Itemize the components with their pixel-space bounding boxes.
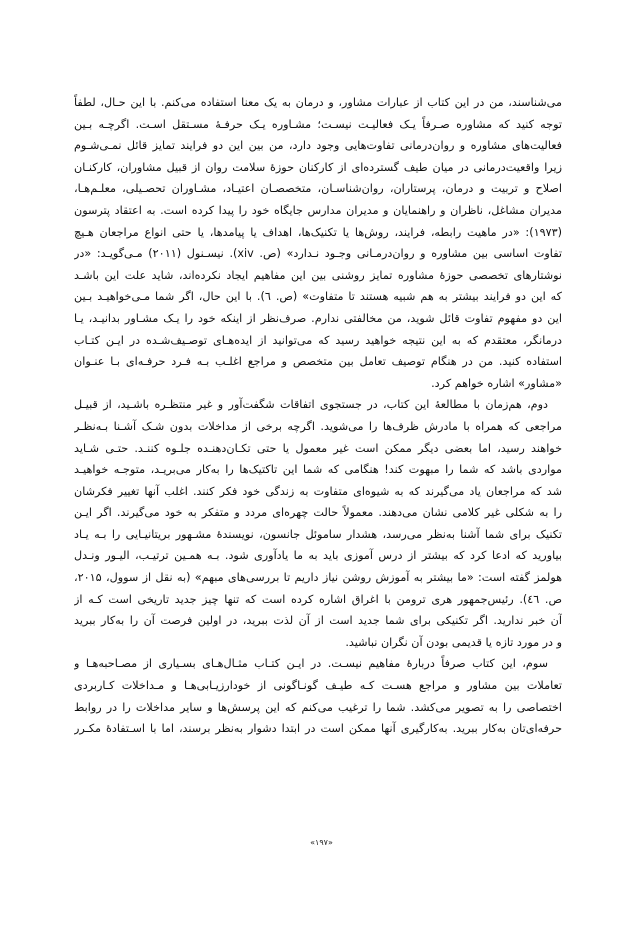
paragraph-2	[74, 394, 562, 653]
text-line: تعاملات بین مشاور و مراجع هسـت کـه طیـف گونـاگونی از خودارزیـابی‌هـا و مـداخلات کـاربردی	[74, 679, 562, 693]
text-line: و در مورد تازه یا قدیمی بودن آن نگران نباشید.	[345, 635, 562, 649]
text-line: استفاده کنید. من در هنگام توصیف تعامل بین متخصص و مراجع اغلـب بـه فـرد حرفـه‌ای بـا عنـوان	[74, 355, 562, 369]
text-line: اصلاح و تربیت و درمان، پرستاران، روان‌شناسـان، متخصصـان اعتیـاد، مشـاوران تحصـیلی، معلـم‌هـا،	[74, 182, 562, 196]
text-line: دوم، هم‌زمان با مطالعۀ این کتاب، در جستجوی اتفاقات شگفت‌آور و غیر منتظـره باشـید، از قبیـل	[74, 398, 548, 412]
text-line: تفاوت اساسی بین مشاوره و روان‌درمـانی وجـود نـدارد» (ص. xiv). نیسـنول (۲۰۱۱) مـی‌گویـد: «در	[74, 247, 562, 261]
text-line: ص. ٤٦). رئیس‌جمهور هری ترومن با اغراق اشاره کرده است که تنها چیز جدید تاریخی است کـه از	[74, 592, 562, 606]
text-line: را به شکلی غیر کلامی نشان می‌دهند. معمولاً حالت چهره‌ای مردد و متفکر به خود می‌گیرند. اگر ایـن	[74, 506, 562, 520]
paragraph-1	[74, 92, 562, 394]
text-line: خواهند رسید، اما بعضی دیگر ممکن است غیر معمول یا حتی تکـان‌دهنـده جلـوه کننـد. حتـی شـاید	[74, 441, 562, 455]
text-line: اختصاصی را به تصویر می‌کشد. شما را ترغیب می‌کنم که این پرسش‌ها و سایر مداخلات را در روابط	[74, 700, 562, 714]
text-line: بیاورید که ادعا کرد که بیشتر از درس آموزی باید به ما یادآوری شود. بـه همـین ترتیـب، الیـور ونـدل	[74, 549, 562, 563]
text-line: فعالیت‌های مشاوره و روان‌درمانی تفاوت‌هایی وجود دارد، من بین این دو فرایند تمایز قائل نمـی‌شـوم	[74, 139, 562, 153]
text-line: آن خبر ندارید. اگر تکنیکی برای شما جدید است از آن لذت ببرید، در اولین فرصت آن را به‌کار ببرید	[74, 614, 562, 628]
document-page	[74, 92, 562, 740]
text-line: سوم، این کتاب صرفاً دربارۀ مفاهیم نیسـت. در ایـن کتـاب مثـال‌هـای بسـیاری از مصـاحبه‌هـا و	[74, 657, 548, 671]
text-line: که این دو فرایند بیشتر به هم شبیه هستند تا متفاوت» (ص. ٦). با این حال، اگر شما مـی‌خواهیـد بـین	[74, 290, 562, 304]
text-line: شد که مراجعان یاد می‌گیرند که به شیوه‌ای متفاوت به زندگی خود فکر کنند. اغلب آنها تغییر فکرشان	[74, 484, 562, 498]
text-line: زیرا واقعیت‌درمانی در میان طیف گسترده‌ای از کارکنان حوزۀ سلامت روان از قبیل مشاوران، کارکنـان	[74, 160, 562, 174]
text-line: تکنیک برای شما آشنا به‌نظر می‌رسد، هشدار ساموئل جانسون، نویسندۀ مشـهور بریتانیـایی را بـه یـاد	[74, 527, 562, 541]
text-line: می‌شناسند، من در این کتاب از عبارات مشاور، و درمان به یک معنا استفاده می‌کنم. با این حـال، لطفاً	[74, 96, 562, 109]
text-line: مراجعی که همراه با مادرش ظرف‌ها را می‌شوید. اگرچه برخی از مداخلات بدون شـک آشـنا بـه‌نظـر	[74, 419, 562, 433]
text-line: نوشتارهای تخصصی حوزۀ مشاوره تمایز روشنی بین این مفاهیم ایجاد نکرده‌اند، شاید علت این باشـد	[74, 268, 562, 282]
page-number: «۱۹۷»	[310, 838, 333, 847]
paragraph-3	[74, 653, 562, 739]
text-line: (۱۹۷۳): «در ماهیت رابطه، فرایند، روش‌ها یا تکنیک‌ها، اهداف یا پیامدها، یا حتی انواع مراجعان هـیچ	[74, 225, 562, 239]
text-line: هولمز گفته است: «ما بیشتر به آموزش روشن نیاز داریم تا بررسی‌های مبهم» (به نقل از سوول، ۲۰۱۵،	[74, 571, 562, 585]
text-line: درمانگر، معتقدم که به این نتیجه خواهید رسید که می‌توانید از ایده‌هـای توصـیف‌شـده در ایـن کتـاب	[74, 333, 562, 347]
text-line: این دو مفهوم تفاوت قائل شوید، من مخالفتی ندارم. صرف‌نظر از اینکه خود را یـک مشـاور بدانیـد، یـا	[74, 311, 562, 325]
text-line: مواردی باشد که شما را مبهوت کند! هنگامی که شما این تاکتیک‌ها را به‌کار می‌بریـد، متوجـه خواهیـد	[74, 463, 562, 477]
text-line: «مشاور» اشاره خواهم کرد.	[431, 376, 562, 390]
text-line: مدیران مشاغل، ناظران و راهنمایان و مدیران مدارس جایگاه خود را پیدا کرده است. به اعتقاد پترسون	[74, 203, 562, 217]
text-line: حرفه‌ای‌تان به‌کار ببرید. به‌کارگیری آنها ممکن است در ابتدا دشوار به‌نظر برسند، اما با اسـتفادۀ مکـرر	[74, 722, 562, 736]
text-line: توجه کنید که مشاوره صـرفاً یـک فعالیـت نیسـت؛ مشـاوره یـک حرفـۀ مسـتقل اسـت. اگرچـه بـین	[74, 117, 562, 131]
